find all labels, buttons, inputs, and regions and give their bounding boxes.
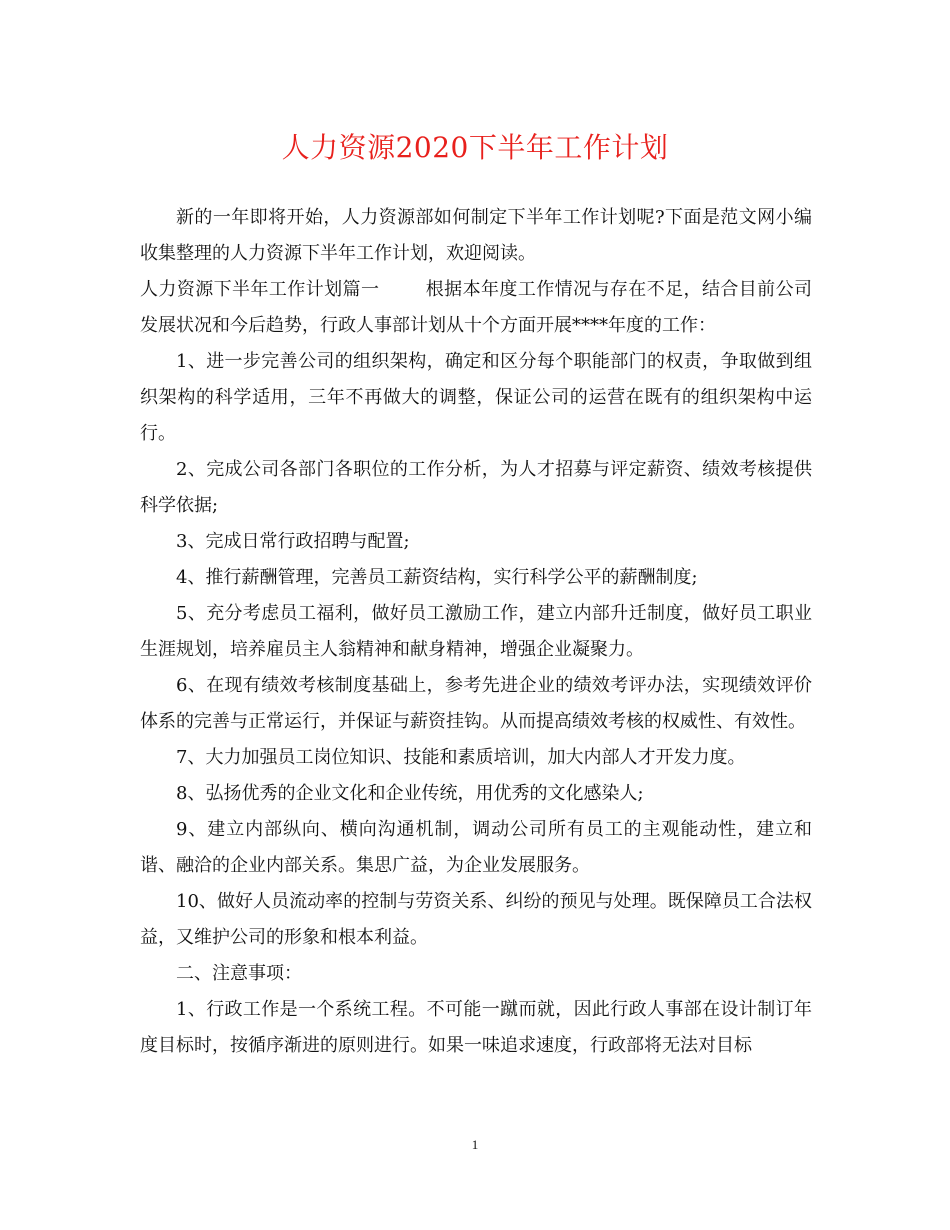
list-item-1: 1、进一步完善公司的组织架构，确定和区分每个职能部门的权责，争取做到组织架构的科学适用，三年不再做大的调整，保证公司的运营在既有的组织架构中运行。 xyxy=(140,351,812,444)
intro-paragraph: 新的一年即将开始，人力资源部如何制定下半年工作计划呢?下面是范文网小编收集整理的人力资源下半年工作计划，欢迎阅读。 xyxy=(140,207,812,264)
list-item-6: 6、在现有绩效考核制度基础上，参考先进企业的绩效考评办法，实现绩效评价体系的完善与正常运行，并保证与薪资挂钩。从而提高绩效考核的权威性、有效性。 xyxy=(140,675,812,732)
document-title: 人力资源2020下半年工作计划 xyxy=(281,131,669,164)
section-paragraph xyxy=(140,272,812,344)
list-item-2: 2、完成公司各部门各职位的工作分析，为人才招募与评定薪资、绩效考核提供科学依据; xyxy=(140,459,812,516)
page-number: 1 xyxy=(471,1137,479,1152)
notes-item-1: 1、行政工作是一个系统工程。不可能一蹴而就，因此行政人事部在设计制订年度目标时，按循序渐进的原则进行。如果一味追求速度，行政部将无法对目标 xyxy=(140,999,812,1056)
list-item-9: 9、建立内部纵向、横向沟通机制，调动公司所有员工的主观能动性，建立和谐、融洽的企业内部关系。集思广益，为企业发展服务。 xyxy=(140,819,812,876)
notes-heading: 二、注意事项： xyxy=(176,963,302,984)
list-item-8: 8、弘扬优秀的企业文化和企业传统，用优秀的文化感染人; xyxy=(176,783,644,804)
list-item-4: 4、推行薪酬管理，完善员工薪资结构，实行科学公平的薪酬制度; xyxy=(176,567,698,588)
list-item-3: 3、完成日常行政招聘与配置; xyxy=(176,531,410,552)
list-item-5: 5、充分考虑员工福利，做好员工激励工作，建立内部升迁制度，做好员工职业生涯规划，培养雇员主人翁精神和献身精神，增强企业凝聚力。 xyxy=(140,603,812,660)
list-item-10: 10、做好人员流动率的控制与劳资关系、纠纷的预见与处理。既保障员工合法权益，又维护公司的形象和根本利益。 xyxy=(140,891,812,948)
list-item-7: 7、大力加强员工岗位知识、技能和素质培训，加大内部人才开发力度。 xyxy=(176,747,746,768)
document-body xyxy=(140,200,812,1064)
section-text: 根据本年度工作情况与存在不足，结合目前公司发展状况和今后趋势，行政人事部计划从十个方面开展****年度的工作： xyxy=(140,279,813,336)
section-label: 人力资源下半年工作计划篇一 xyxy=(140,279,380,300)
